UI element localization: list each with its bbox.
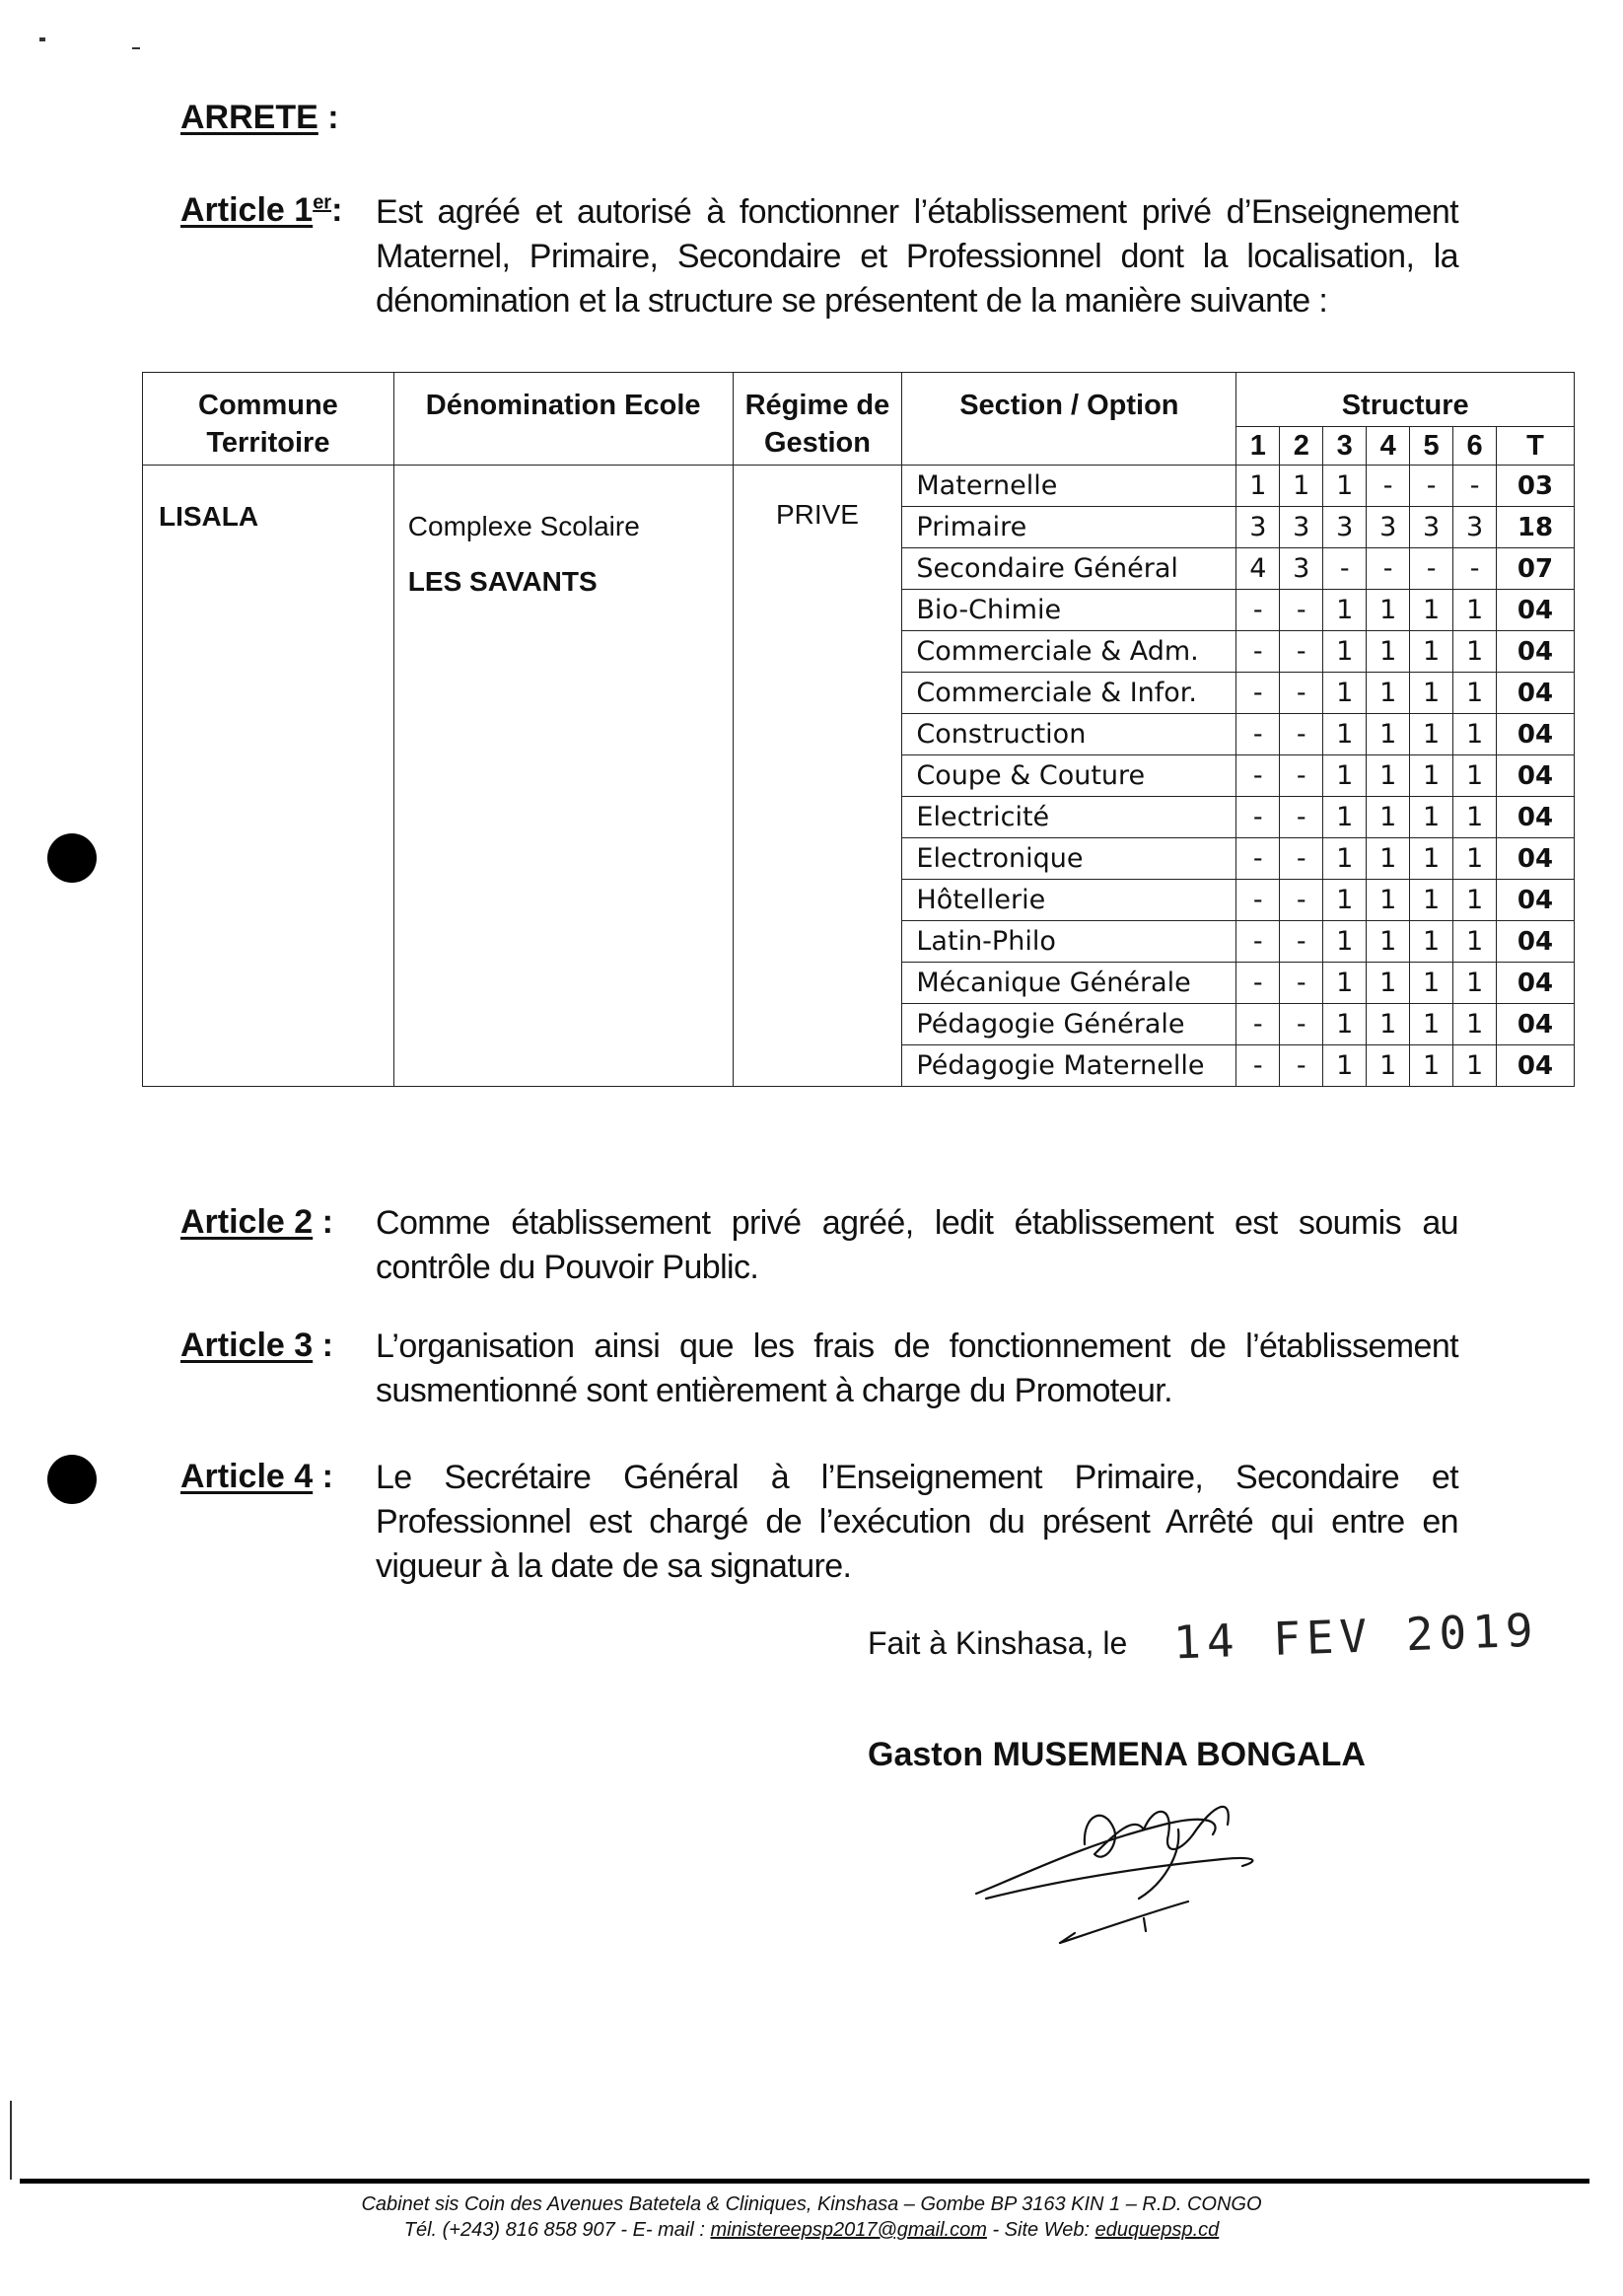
total-cell: 04 [1497, 838, 1575, 880]
punch-hole [47, 1455, 97, 1504]
structure-cell: - [1280, 714, 1323, 755]
article-2-label: Article 2 : [180, 1203, 333, 1241]
table-row [143, 466, 1575, 507]
document-heading: ARRETE : [180, 99, 339, 136]
structure-cell: 3 [1367, 507, 1410, 548]
section-cell: Primaire [902, 507, 1236, 548]
structure-cell: 1 [1367, 755, 1410, 797]
structure-cell: 1 [1323, 880, 1367, 921]
article-3-label: Article 3 : [180, 1327, 333, 1364]
header-structure: Structure [1236, 373, 1575, 427]
section-cell: Commerciale & Infor. [902, 673, 1236, 714]
structure-cell: 1 [1323, 631, 1367, 673]
structure-cell: - [1236, 755, 1280, 797]
commune-cell: LISALA [143, 466, 394, 1087]
structure-cell: 1 [1367, 921, 1410, 963]
structure-cell: 1 [1410, 797, 1453, 838]
section-cell: Maternelle [902, 466, 1236, 507]
total-cell: 18 [1497, 507, 1575, 548]
structure-cell: 1 [1410, 921, 1453, 963]
structure-cell: 1 [1323, 921, 1367, 963]
structure-cell: 1 [1367, 1045, 1410, 1087]
structure-cell: - [1367, 466, 1410, 507]
structure-cell: 1 [1323, 838, 1367, 880]
section-cell: Hôtellerie [902, 880, 1236, 921]
structure-cell: 1 [1410, 590, 1453, 631]
header-col-1: 1 [1236, 427, 1280, 466]
structure-cell: 1 [1323, 466, 1367, 507]
structure-cell: 1 [1410, 963, 1453, 1004]
section-cell: Coupe & Couture [902, 755, 1236, 797]
article-4-text: Le Secrétaire Général à l’Enseignement Primaire, Secondaire et Professionnel est chargé de l’exécution du présent Arrêté qui entre en vigueur à la date de sa signature. [376, 1459, 1458, 1585]
structure-cell: 3 [1280, 507, 1323, 548]
structure-cell: 1 [1410, 673, 1453, 714]
structure-cell: - [1280, 590, 1323, 631]
structure-cell: 1 [1367, 714, 1410, 755]
total-cell: 04 [1497, 880, 1575, 921]
article-1-text: Est agréé et autorisé à fonctionner l’établissement privé d’Enseignement Maternel, Primaire, Secondaire et Professionnel dont la localisation, la dénomination et la structure se présentent de la manière suivante : [376, 193, 1458, 320]
margin-mark [10, 2101, 12, 2180]
structure-cell: - [1280, 838, 1323, 880]
structure-cell: 1 [1453, 1045, 1497, 1087]
section-cell: Pédagogie Générale [902, 1004, 1236, 1045]
structure-cell: - [1236, 714, 1280, 755]
structure-cell: 3 [1236, 507, 1280, 548]
structure-cell: - [1280, 797, 1323, 838]
header-denomination: Dénomination Ecole [393, 373, 733, 466]
header-section: Section / Option [902, 373, 1236, 466]
structure-cell: 1 [1367, 673, 1410, 714]
structure-cell: 1 [1453, 1004, 1497, 1045]
article-2-text: Comme établissement privé agréé, ledit établissement est soumis au contrôle du Pouvoir Public. [376, 1204, 1458, 1286]
heading-text: ARRETE [180, 99, 318, 136]
structure-cell: 1 [1410, 631, 1453, 673]
total-cell: 04 [1497, 963, 1575, 1004]
structure-cell: 1 [1453, 590, 1497, 631]
structure-cell: 3 [1410, 507, 1453, 548]
footer-website[interactable]: eduquepsp.cd [1094, 2219, 1220, 2241]
structure-table [142, 372, 1575, 1087]
structure-cell: - [1280, 963, 1323, 1004]
structure-cell: 1 [1367, 963, 1410, 1004]
structure-cell: - [1410, 466, 1453, 507]
total-cell: 04 [1497, 631, 1575, 673]
structure-cell: 1 [1323, 963, 1367, 1004]
section-cell: Electronique [902, 838, 1236, 880]
signer-name: Gaston MUSEMENA BONGALA [868, 1736, 1366, 1773]
structure-cell: 1 [1453, 797, 1497, 838]
header-col-4: 4 [1367, 427, 1410, 466]
structure-cell: - [1236, 880, 1280, 921]
structure-cell: - [1280, 1004, 1323, 1045]
structure-cell: - [1280, 631, 1323, 673]
structure-cell: - [1280, 673, 1323, 714]
article-3-text: L’organisation ainsi que les frais de fonctionnement de l’établissement susmentionné sont entièrement à charge du Promoteur. [376, 1327, 1458, 1409]
section-cell: Electricité [902, 797, 1236, 838]
structure-cell: 1 [1453, 631, 1497, 673]
structure-cell: 1 [1410, 880, 1453, 921]
section-cell: Latin-Philo [902, 921, 1236, 963]
total-cell: 03 [1497, 466, 1575, 507]
header-col-3: 3 [1323, 427, 1367, 466]
structure-cell: 1 [1323, 797, 1367, 838]
handwritten-signature [966, 1775, 1282, 1953]
structure-cell: - [1236, 1004, 1280, 1045]
structure-cell: 1 [1453, 963, 1497, 1004]
structure-cell: 1 [1367, 797, 1410, 838]
total-cell: 04 [1497, 921, 1575, 963]
article-4-label: Article 4 : [180, 1458, 333, 1495]
total-cell: 04 [1497, 797, 1575, 838]
section-cell: Mécanique Générale [902, 963, 1236, 1004]
place-date-label: Fait à Kinshasa, le [868, 1625, 1128, 1661]
structure-cell: - [1236, 963, 1280, 1004]
total-cell: 07 [1497, 548, 1575, 590]
structure-cell: - [1280, 755, 1323, 797]
footer-address: Cabinet sis Coin des Avenues Batetela & Cliniques, Kinshasa – Gombe BP 3163 KIN 1 – R.D. CONGO [361, 2193, 1262, 2215]
structure-cell: 1 [1323, 1004, 1367, 1045]
structure-cell: 1 [1367, 880, 1410, 921]
footer-contact: Tél. (+243) 816 858 907 - E- mail : ministereepsp2017@gmail.com - Site Web: eduquepsp.cd [403, 2219, 1220, 2241]
structure-cell: 3 [1323, 507, 1367, 548]
structure-cell: 1 [1367, 1004, 1410, 1045]
header-col-6: 6 [1453, 427, 1497, 466]
scan-speck [132, 47, 140, 49]
structure-cell: 1 [1453, 838, 1497, 880]
structure-cell: 1 [1323, 590, 1367, 631]
structure-cell: 1 [1367, 838, 1410, 880]
section-cell: Construction [902, 714, 1236, 755]
structure-cell: 1 [1453, 714, 1497, 755]
structure-cell: 4 [1236, 548, 1280, 590]
structure-cell: 1 [1236, 466, 1280, 507]
section-cell: Commerciale & Adm. [902, 631, 1236, 673]
structure-cell: 1 [1323, 673, 1367, 714]
structure-cell: 3 [1280, 548, 1323, 590]
structure-cell: - [1323, 548, 1367, 590]
structure-cell: - [1236, 921, 1280, 963]
structure-cell: - [1236, 590, 1280, 631]
structure-cell: - [1280, 921, 1323, 963]
section-cell: Pédagogie Maternelle [902, 1045, 1236, 1087]
total-cell: 04 [1497, 714, 1575, 755]
structure-cell: - [1236, 797, 1280, 838]
structure-cell: 3 [1453, 507, 1497, 548]
structure-cell: 1 [1410, 755, 1453, 797]
structure-cell: 1 [1410, 1045, 1453, 1087]
structure-cell: 1 [1410, 838, 1453, 880]
structure-cell: 1 [1453, 880, 1497, 921]
structure-cell: - [1367, 548, 1410, 590]
structure-cell: - [1453, 548, 1497, 590]
regime-cell: PRIVE [733, 466, 902, 1087]
structure-cell: 1 [1280, 466, 1323, 507]
structure-cell: 1 [1453, 921, 1497, 963]
total-cell: 04 [1497, 1045, 1575, 1087]
structure-cell: 1 [1410, 714, 1453, 755]
structure-cell: 1 [1367, 590, 1410, 631]
header-col-5: 5 [1410, 427, 1453, 466]
structure-cell: 1 [1367, 631, 1410, 673]
header-regime: Régime de Gestion [733, 373, 902, 466]
structure-cell: 1 [1453, 755, 1497, 797]
total-cell: 04 [1497, 755, 1575, 797]
header-col-2: 2 [1280, 427, 1323, 466]
structure-cell: - [1236, 838, 1280, 880]
total-cell: 04 [1497, 673, 1575, 714]
structure-cell: 1 [1323, 1045, 1367, 1087]
structure-cell: - [1236, 631, 1280, 673]
footer-email[interactable]: ministereepsp2017@gmail.com [710, 2219, 987, 2241]
structure-cell: - [1236, 673, 1280, 714]
structure-cell: 1 [1453, 673, 1497, 714]
punch-hole [47, 833, 97, 883]
structure-cell: - [1453, 466, 1497, 507]
header-commune: Commune Territoire [143, 373, 394, 466]
structure-cell: - [1410, 548, 1453, 590]
footer-rule [20, 2179, 1589, 2184]
structure-cell: - [1280, 1045, 1323, 1087]
denomination-cell: Complexe Scolaire LES SAVANTS [393, 466, 733, 1087]
header-col-total: T [1497, 427, 1575, 466]
article-1-label: Article 1er: [180, 191, 343, 229]
section-cell: Bio-Chimie [902, 590, 1236, 631]
handwritten-date: 14 FEV 2019 [1172, 1603, 1540, 1670]
structure-table-body [143, 466, 1575, 1087]
structure-cell: 1 [1323, 714, 1367, 755]
total-cell: 04 [1497, 590, 1575, 631]
structure-cell: - [1280, 880, 1323, 921]
total-cell: 04 [1497, 1004, 1575, 1045]
scan-speck [39, 37, 45, 41]
section-cell: Secondaire Général [902, 548, 1236, 590]
structure-cell: - [1236, 1045, 1280, 1087]
structure-cell: 1 [1410, 1004, 1453, 1045]
structure-cell: 1 [1323, 755, 1367, 797]
